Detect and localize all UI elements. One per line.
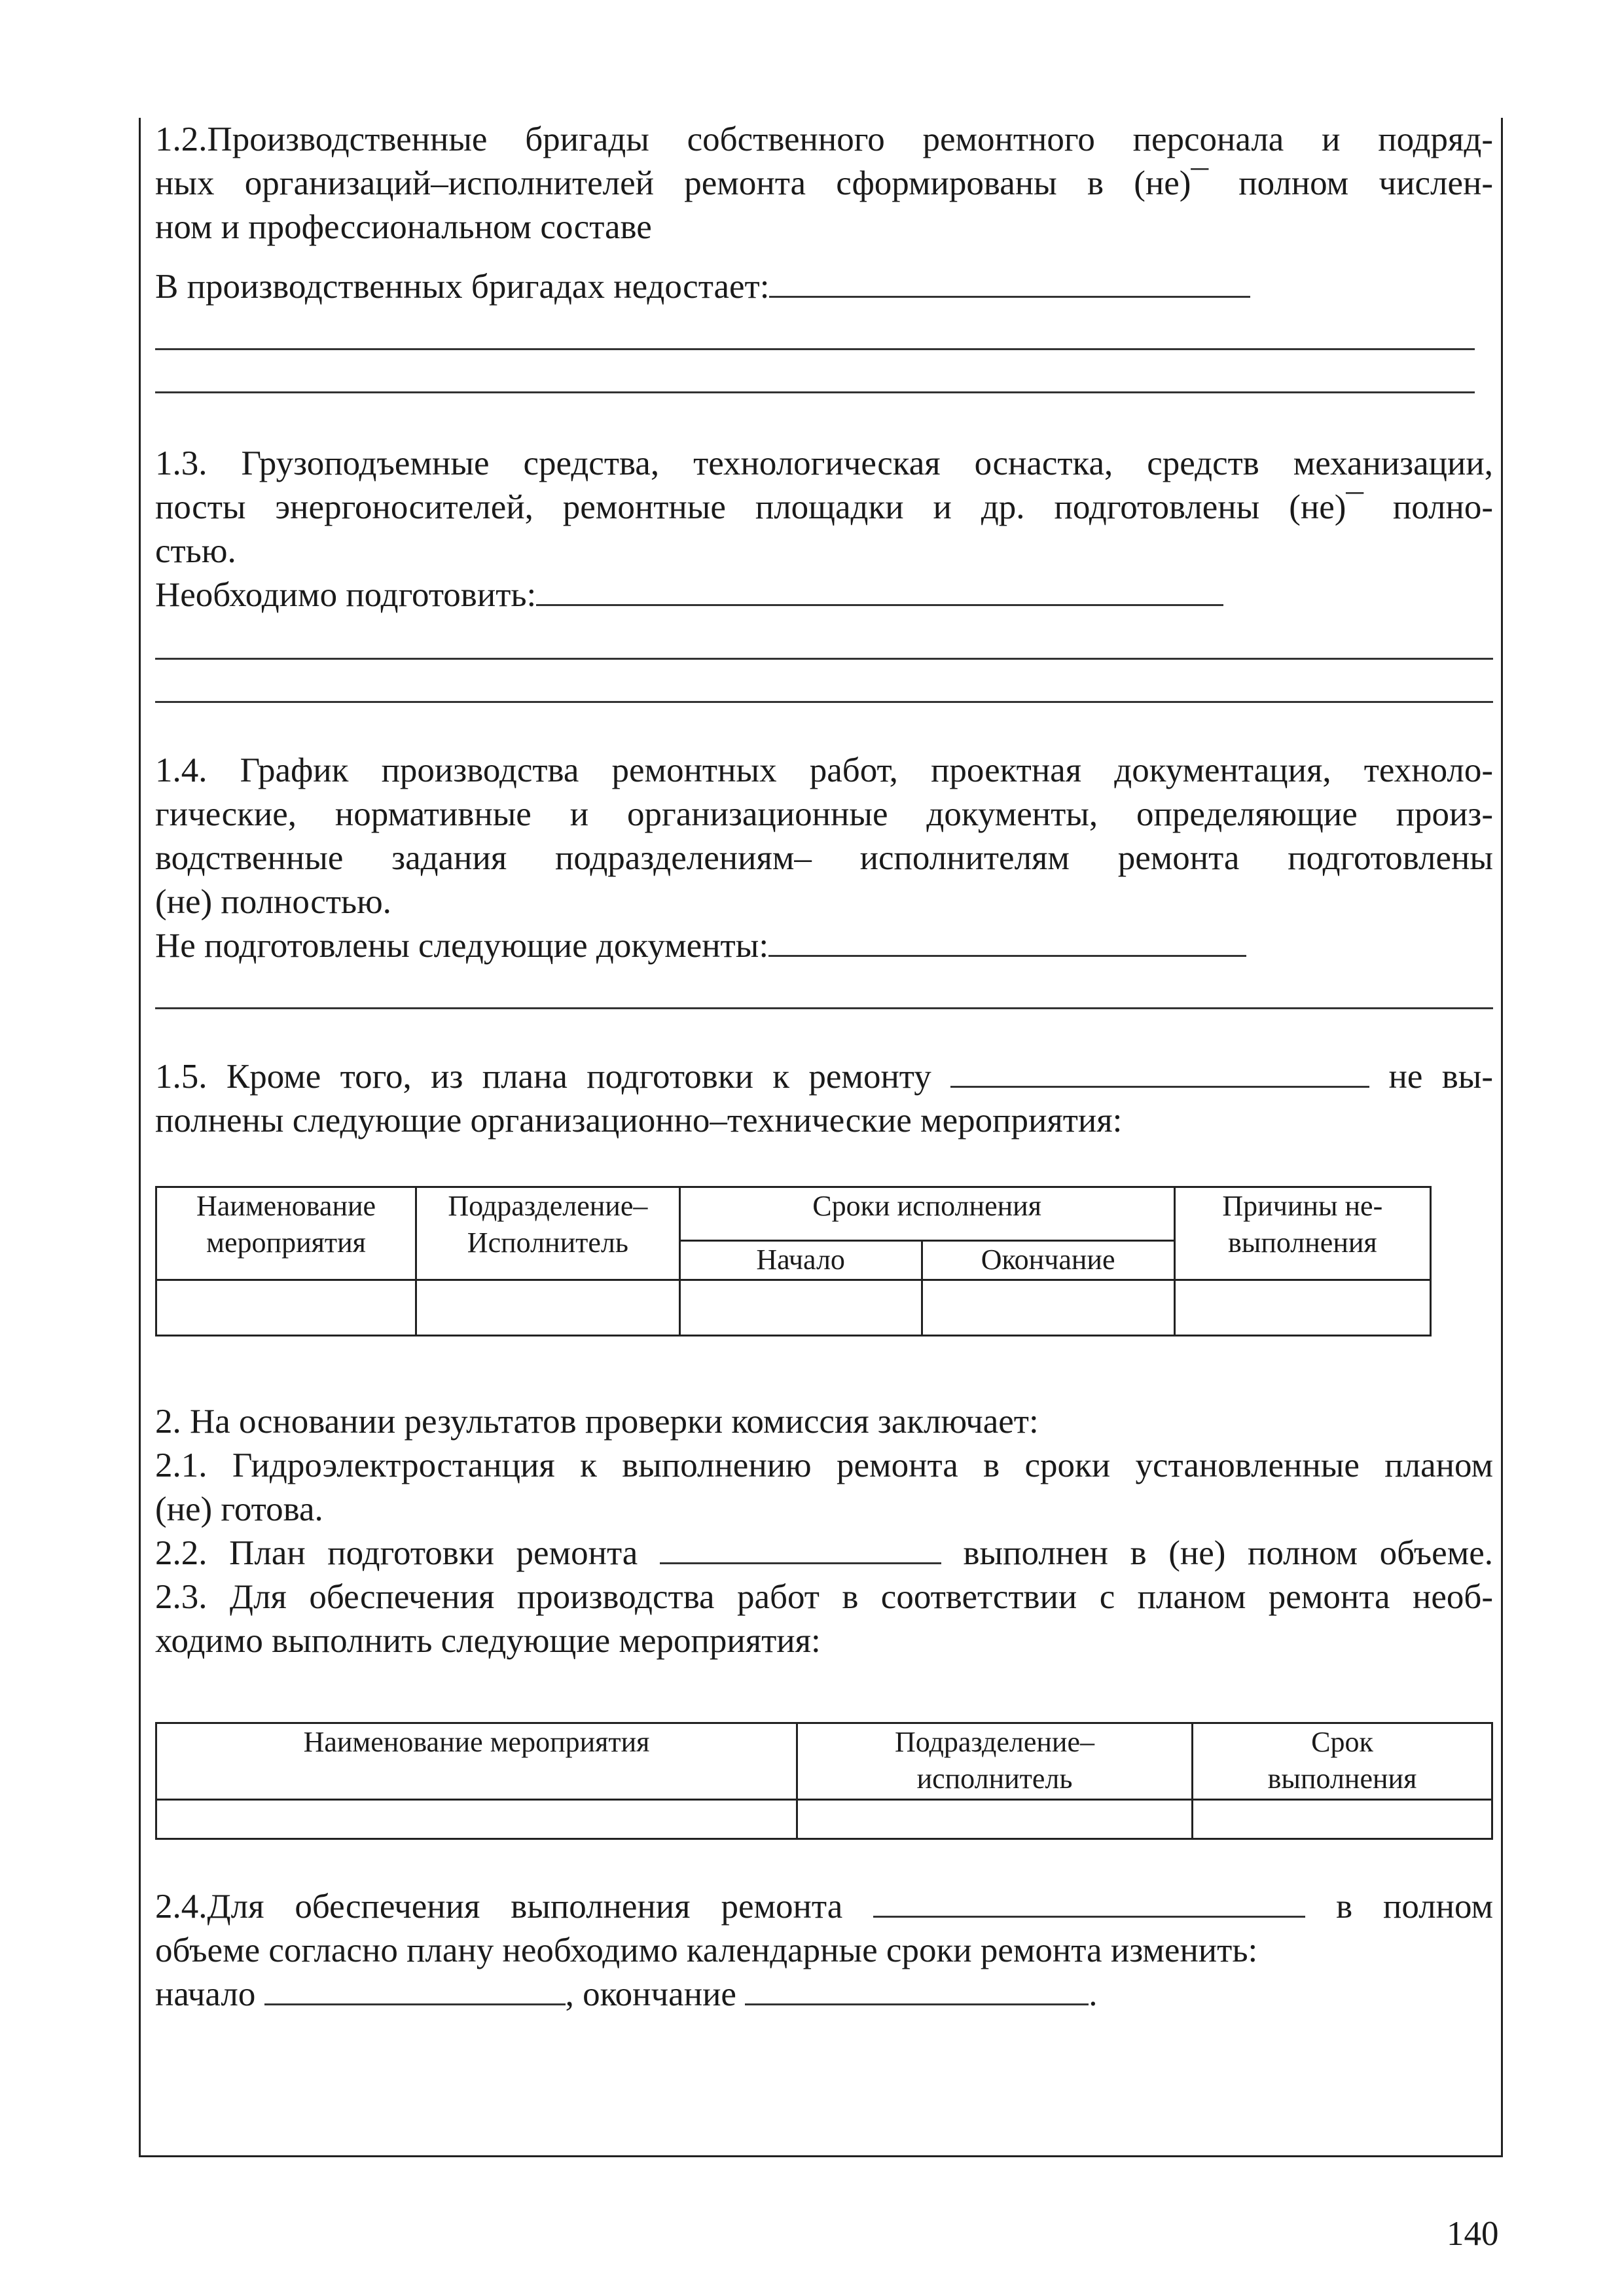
s2-3-line-2: ходимо выполнить следующие мероприятия: [155, 1622, 821, 1660]
table1-header-unit: Подразделение– Исполнитель [416, 1187, 680, 1280]
shortage-blank[interactable] [769, 267, 1250, 298]
shortage-label: В производственных бригадах недостает: [155, 268, 770, 306]
table1-header-start: Начало [679, 1241, 922, 1280]
table2-header-name: Наименование мероприятия [156, 1723, 797, 1800]
s1-2-line-2: ных организаций–исполнителей ремонта сформированы в (не)¯ полном числен- [155, 164, 1493, 202]
plan-prep-blank[interactable] [660, 1534, 941, 1564]
table2-cell[interactable] [156, 1800, 797, 1839]
need-label: Необходимо подготовить: [155, 576, 537, 614]
table2-header-unit: Подразделение– исполнитель [797, 1723, 1193, 1800]
unfulfilled-measures-table [155, 1186, 1432, 1336]
s1-5-line-1 [155, 1055, 1493, 1099]
table1-header-terms: Сроки исполнения [679, 1187, 1174, 1241]
s2-3-line-1: 2.3. Для обеспечения производства работ в соответствии с планом ремонта необ- [155, 1578, 1493, 1616]
s2-intro: 2. На основании результатов проверки комиссия заключает: [155, 1403, 1039, 1441]
s1-2-line-3: ном и профессиональном составе [155, 208, 652, 246]
table1-cell[interactable] [416, 1280, 680, 1336]
missing-docs-label: Не подготовлены следующие документы: [155, 927, 769, 965]
table1-header-end: Окончание [922, 1241, 1174, 1280]
fill-line[interactable] [155, 348, 1475, 350]
start-label: начало [155, 1975, 256, 2013]
table1-cell[interactable] [156, 1280, 416, 1336]
s1-4-line-3: водственные задания подразделениям– исполнителям ремонта подготовлены [155, 839, 1493, 877]
s1-3-line-2: посты энергоносителей, ремонтные площадки и др. подготовлены (не)¯ полно- [155, 488, 1493, 526]
section-1-5 [155, 1055, 1493, 1143]
s1-4-line-4: (не) полностью. [155, 883, 391, 921]
repair-blank[interactable] [873, 1887, 1305, 1918]
table1-cell[interactable] [1174, 1280, 1430, 1336]
table2-cell[interactable] [797, 1800, 1193, 1839]
shortage-row [155, 265, 1493, 309]
s2-4-line-3 [155, 1973, 1493, 2017]
s1-2-line-1: 1.2.Производственные бригады собственного ремонтного персонала и подряд- [155, 120, 1493, 158]
fill-line[interactable] [155, 701, 1493, 703]
s2-4-text-end: в полном [1336, 1888, 1494, 1926]
table-row [156, 1800, 1492, 1839]
s1-4-line-1: 1.4. График производства ремонтных работ, проектная документация, техноло- [155, 751, 1493, 789]
fill-line[interactable] [155, 658, 1493, 660]
table1-cell[interactable] [679, 1280, 922, 1336]
missing-docs-blank[interactable] [768, 926, 1246, 957]
s1-3-line-3: стью. [155, 532, 236, 570]
table1-header-name: Наименование мероприятия [156, 1187, 416, 1280]
table1-cell[interactable] [922, 1280, 1174, 1336]
s2-2-line [155, 1532, 1493, 1575]
fill-line[interactable] [155, 391, 1475, 393]
required-measures-table [155, 1722, 1493, 1840]
section-1-3 [155, 442, 1493, 617]
s2-2-text-start: 2.2. План подготовки ремонта [155, 1534, 638, 1572]
s1-5-text-end: не вы- [1388, 1058, 1494, 1096]
end-date-blank[interactable] [745, 1975, 1089, 2005]
s2-4-line-2: объеме согласно плану необходимо календарные сроки ремонта изменить: [155, 1931, 1258, 1969]
plan-blank[interactable] [950, 1057, 1369, 1088]
need-blank[interactable] [536, 575, 1223, 606]
table2-header-term: Срок выполнения [1193, 1723, 1492, 1800]
s1-5-text-start: 1.5. Кроме того, из плана подготовки к ремонту [155, 1058, 931, 1096]
table2-cell[interactable] [1193, 1800, 1492, 1839]
s2-2-text-end: выполнен в (не) полном объеме. [963, 1534, 1494, 1572]
table-row [156, 1280, 1431, 1336]
section-2-4 [155, 1885, 1493, 2017]
s1-3-line-1: 1.3. Грузоподъемные средства, технологическая оснастка, средств механизации, [155, 444, 1493, 482]
missing-docs-row [155, 924, 1493, 968]
section-2 [155, 1400, 1493, 1663]
s2-1-line-2: (не) готова. [155, 1490, 323, 1528]
end-label: , окончание [565, 1975, 736, 2013]
section-1-2 [155, 118, 1493, 249]
fill-line[interactable] [155, 1007, 1493, 1009]
s1-4-line-2: гические, нормативные и организационные документы, определяющие произ- [155, 795, 1493, 833]
s2-4-text-start: 2.4.Для обеспечения выполнения ремонта [155, 1888, 843, 1926]
period: . [1089, 1975, 1098, 2013]
s2-1-line-1: 2.1. Гидроэлектростанция к выполнению ремонта в сроки установленные планом [155, 1446, 1493, 1484]
need-row [155, 573, 1493, 617]
section-1-4 [155, 749, 1493, 968]
s2-4-line-1 [155, 1885, 1493, 1929]
s1-5-line-2: полнены следующие организационно–технические мероприятия: [155, 1102, 1123, 1139]
table1-header-reason: Причины не- выполнения [1174, 1187, 1430, 1280]
page-number: 140 [1447, 2215, 1499, 2253]
start-date-blank[interactable] [264, 1975, 566, 2005]
